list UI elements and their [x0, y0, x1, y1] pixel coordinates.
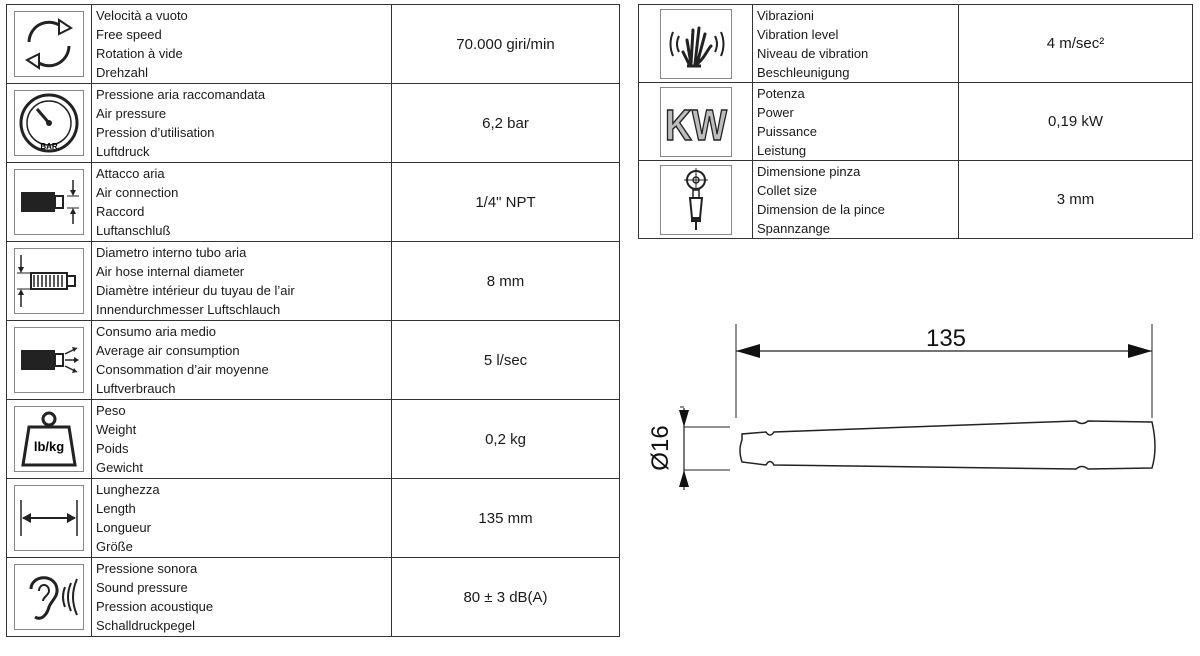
- icon-cell: [639, 161, 753, 239]
- spec-value: 4 m/sec²: [959, 5, 1193, 83]
- label-fr: Consommation d’air moyenne: [96, 362, 269, 377]
- label-en: Average air consumption: [96, 343, 240, 358]
- spec-value: 70.000 giri/min: [392, 5, 620, 84]
- label-it: Dimensione pinza: [757, 163, 861, 179]
- spec-row-sound-pressure: [7, 558, 620, 637]
- spec-value: 8 mm: [392, 242, 620, 321]
- spec-row-air-pressure: [7, 84, 620, 163]
- label-cell: [753, 5, 959, 83]
- spec-value: 135 mm: [392, 479, 620, 558]
- label-fr: Raccord: [96, 204, 145, 219]
- icon-cell: [7, 400, 92, 479]
- label-it: Velocità a vuoto: [96, 8, 188, 23]
- label-en: Weight: [96, 422, 137, 437]
- spec-row-weight: [7, 400, 620, 479]
- label-fr: Pression d’utilisation: [96, 125, 215, 140]
- label-en: Collet size: [757, 182, 817, 198]
- ear-sound-icon: [14, 564, 84, 630]
- label-cell: [92, 558, 392, 637]
- spec-value: 0,2 kg: [392, 400, 620, 479]
- length-arrow-right-icon: [1128, 344, 1152, 358]
- label-de: Innendurchmesser Luftschlauch: [96, 302, 281, 317]
- label-cell: [92, 400, 392, 479]
- label-en: Sound pressure: [96, 580, 188, 595]
- label-cell: [753, 161, 959, 239]
- tool-dimension-drawing: [630, 300, 1190, 510]
- label-it: Vibrazioni: [757, 7, 814, 23]
- specs-table-left: [6, 4, 620, 637]
- label-it: Consumo aria medio: [96, 324, 216, 339]
- label-cell: [92, 84, 392, 163]
- label-de: Luftdruck: [96, 144, 150, 159]
- label-cell: [92, 5, 392, 84]
- label-de: Luftverbrauch: [96, 381, 176, 396]
- spec-row-length: [7, 479, 620, 558]
- label-en: Length: [96, 501, 136, 516]
- label-cell: [92, 321, 392, 400]
- weight-icon: [14, 406, 84, 472]
- diameter-arrow-top-icon: [679, 410, 689, 427]
- rotation-icon: [14, 11, 84, 77]
- label-cell: [92, 479, 392, 558]
- spec-value: 1/4" NPT: [392, 163, 620, 242]
- label-fr: Rotation à vide: [96, 46, 183, 61]
- diameter-label: Ø16: [647, 425, 674, 471]
- label-it: Pressione sonora: [96, 561, 198, 576]
- label-en: Air pressure: [96, 106, 167, 121]
- kw-text: KW: [664, 100, 727, 150]
- label-fr: Longueur: [96, 520, 151, 535]
- label-it: Peso: [96, 403, 126, 418]
- label-fr: Dimension de la pince: [757, 201, 885, 217]
- spec-value: 0,19 kW: [959, 83, 1193, 161]
- icon-cell: [7, 242, 92, 321]
- spec-value: 6,2 bar: [392, 84, 620, 163]
- icon-cell: [7, 558, 92, 637]
- label-fr: Pression acoustique: [96, 599, 214, 614]
- label-de: Größe: [96, 539, 133, 554]
- spec-row-air-hose-diameter: [7, 242, 620, 321]
- label-de: Leistung: [757, 142, 807, 158]
- label-de: Beschleunigung: [757, 64, 850, 80]
- diameter-arrow-bottom-icon: [679, 470, 689, 487]
- label-de: Spannzange: [757, 220, 831, 236]
- tool-body-outline: [740, 421, 1155, 469]
- label-cell: [753, 83, 959, 161]
- label-fr: Poids: [96, 441, 129, 456]
- collet-icon: [660, 165, 732, 235]
- icon-cell: [7, 321, 92, 400]
- icon-cell: [7, 5, 92, 84]
- spec-row-air-connection: [7, 163, 620, 242]
- label-it: Attacco aria: [96, 166, 165, 181]
- spec-value: 5 l/sec: [392, 321, 620, 400]
- label-de: Schalldruckpegel: [96, 618, 196, 633]
- gauge-unit-text: BAR: [40, 142, 58, 151]
- label-it: Lunghezza: [96, 482, 160, 497]
- label-fr: Puissance: [757, 123, 817, 139]
- label-en: Air hose internal diameter: [96, 264, 245, 279]
- vibration-hand-icon: [660, 9, 732, 79]
- icon-cell: [7, 84, 92, 163]
- length-arrow-left-icon: [736, 344, 760, 358]
- spec-value: 80 ± 3 dB(A): [392, 558, 620, 637]
- label-en: Air connection: [96, 185, 179, 200]
- spec-row-air-consumption: [7, 321, 620, 400]
- label-en: Free speed: [96, 27, 162, 42]
- label-cell: [92, 242, 392, 321]
- label-fr: Diamètre intérieur du tuyau de l’air: [96, 283, 295, 298]
- length-label: 135: [925, 325, 967, 352]
- spec-row-collet: [639, 161, 1193, 239]
- spec-row-power: [639, 83, 1193, 161]
- label-it: Pressione aria raccomandata: [96, 87, 266, 102]
- kw-icon: [660, 87, 732, 157]
- label-cell: [92, 163, 392, 242]
- air-consumption-icon: [14, 327, 84, 393]
- icon-cell: [7, 163, 92, 242]
- label-en: Power: [757, 104, 794, 120]
- air-hose-diameter-icon: [14, 248, 84, 314]
- spec-value: 3 mm: [959, 161, 1193, 239]
- icon-cell: [639, 5, 753, 83]
- label-it: Potenza: [757, 85, 805, 101]
- label-de: Drehzahl: [96, 65, 149, 80]
- air-connection-icon: [14, 169, 84, 235]
- specs-table-right: [638, 4, 1193, 239]
- icon-cell: [639, 83, 753, 161]
- icon-cell: [7, 479, 92, 558]
- spec-row-vibration: [639, 5, 1193, 83]
- pressure-gauge-icon: [14, 90, 84, 156]
- length-arrow-icon: [14, 485, 84, 551]
- label-de: Luftanschluß: [96, 223, 171, 238]
- label-fr: Niveau de vibration: [757, 45, 869, 61]
- weight-unit-text: lb/kg: [33, 439, 65, 454]
- spec-row-free-speed: [7, 5, 620, 84]
- label-en: Vibration level: [757, 26, 839, 42]
- label-de: Gewicht: [96, 460, 143, 475]
- label-it: Diametro interno tubo aria: [96, 245, 247, 260]
